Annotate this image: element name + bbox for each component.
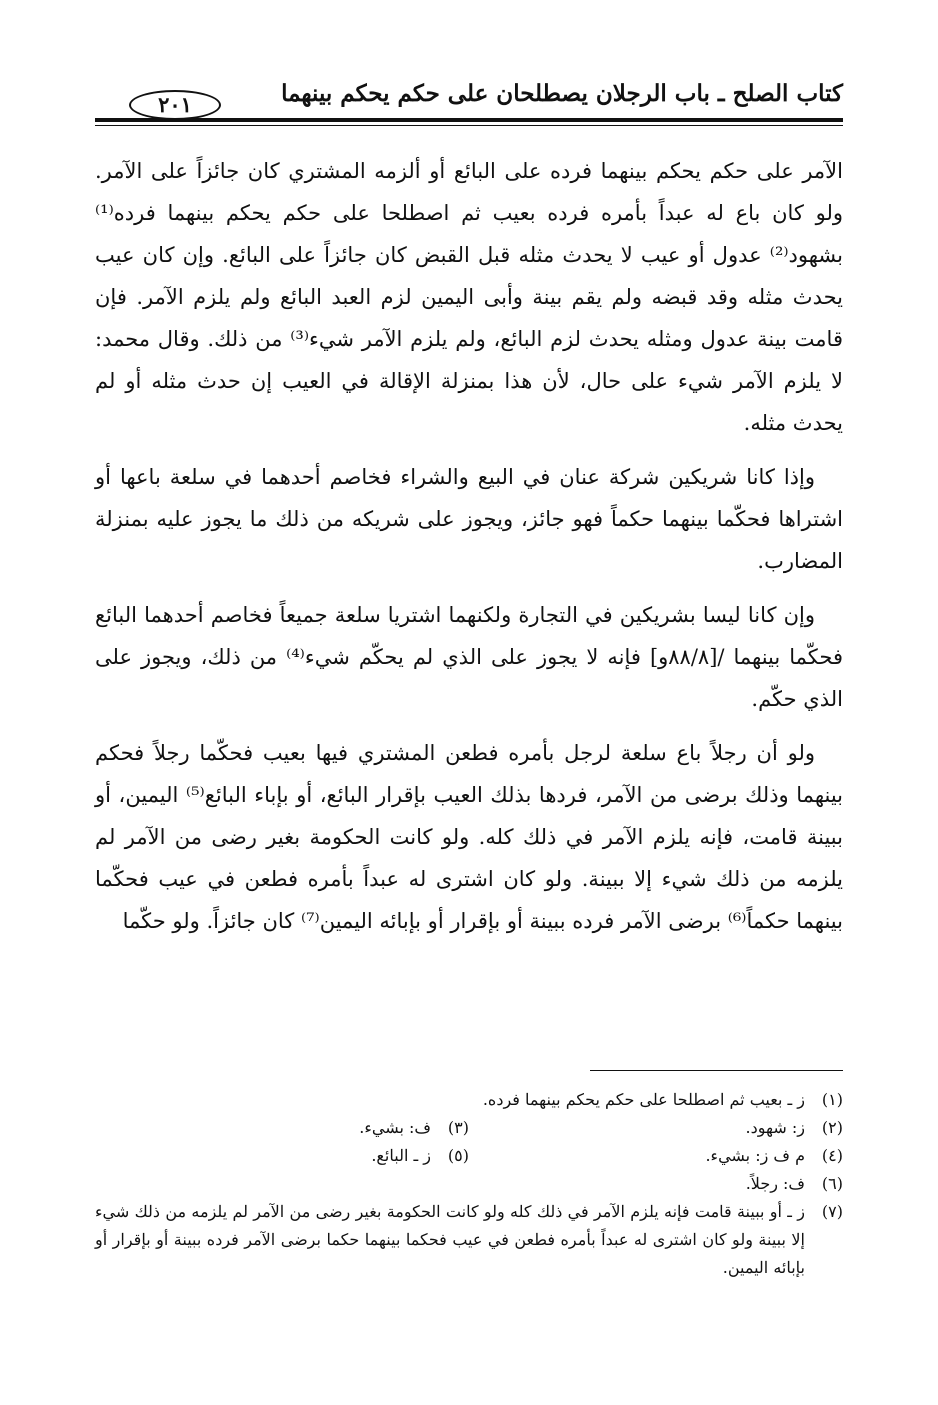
footnote-7 bbox=[95, 1198, 843, 1282]
footnote-text: ز ـ أو ببينة قامت فإنه يلزم الآمر في ذلك كله ولو كانت الحكومة بغير رضى من الآمر لم يلزمه من ذلك شيء إلا ببينة ولو كان اشترى له عبداً بأمره فطعن في عيب فحكما بينهما حكما برضى الآمر فرده ببينة أو بإقرار أو بإبائه اليمين. bbox=[95, 1202, 806, 1277]
footnote-row bbox=[95, 1170, 843, 1198]
footnote-number: (٢) bbox=[821, 1118, 843, 1137]
footnote-number: (٤) bbox=[821, 1146, 843, 1165]
footnote-2 bbox=[469, 1114, 843, 1142]
footnote-number: (٥) bbox=[447, 1146, 469, 1165]
footnote-row bbox=[95, 1142, 843, 1170]
footnote-number: (١) bbox=[821, 1090, 843, 1109]
footnote-number: (٧) bbox=[821, 1202, 843, 1221]
paragraph-2: وإذا كانا شريكين شركة عنان في البيع والشراء فخاصم أحدهما في سلعة باعها أو اشتراها فحكّما بينهما حكماً فهو جائز، ويجوز على شريكه من ذلك ما يجوز عليه بمنزلة المضارب. bbox=[95, 465, 843, 573]
main-text bbox=[95, 150, 843, 954]
footnote-text: ف: رجلاً. bbox=[745, 1174, 805, 1193]
paragraph-1: الآمر على حكم يحكم بينهما فرده على البائع أو ألزمه المشتري كان جائزاً على الآمر. ولو كان باع له عبداً بأمره فرده بعيب ثم اصطلحا على حكم يحكم بينهما فرده⁽¹⁾ بشهود⁽²⁾ عدول أو عيب لا يحدث مثله قبل القبض كان جائزاً على البائع. وإن كان عيب يحدث مثله وقد قبضه ولم يقم بينة وأبى اليمين لزم العبد البائع ولم يلزم الآمر. فإن قامت بينة عدول ومثله يحدث لزم البائع، ولم يلزم الآمر شيء⁽³⁾ من ذلك. وقال محمد: لا يلزم الآمر شيء على حال، لأن هذا بمنزلة الإقالة في العيب إن حدث مثله أو لم يحدث مثله. bbox=[95, 159, 843, 435]
footnote-row bbox=[95, 1114, 843, 1142]
footnote-separator bbox=[590, 1070, 843, 1071]
footnote-3 bbox=[95, 1114, 469, 1142]
footnote-row bbox=[95, 1086, 843, 1114]
page-number: ٢٠١ bbox=[129, 90, 221, 120]
header-rule-thick bbox=[95, 118, 843, 122]
footnote-6 bbox=[95, 1170, 843, 1198]
header-rule-thin bbox=[95, 125, 843, 126]
running-title: كتاب الصلح ـ باب الرجلان يصطلحان على حكم يحكم بينهما bbox=[281, 80, 843, 107]
footnotes bbox=[95, 1086, 843, 1282]
footnote-text: ز ـ بعيب ثم اصطلحا على حكم يحكم بينهما فرده. bbox=[482, 1090, 805, 1109]
footnote-text: ز: شهود. bbox=[745, 1118, 805, 1137]
footnote-4 bbox=[469, 1142, 843, 1170]
footnote-5 bbox=[95, 1142, 469, 1170]
footnote-number: (٦) bbox=[821, 1174, 843, 1193]
footnote-text: ز ـ البائع. bbox=[371, 1146, 431, 1165]
footnote-text: م ف ز: بشيء. bbox=[705, 1146, 805, 1165]
footnote-text: ف: بشيء. bbox=[359, 1118, 431, 1137]
footnote-1 bbox=[95, 1086, 843, 1114]
page-header bbox=[95, 78, 843, 128]
footnote-row bbox=[95, 1198, 843, 1282]
paragraph-4: ولو أن رجلاً باع سلعة لرجل بأمره فطعن المشتري فيها بعيب فحكّما رجلاً فحكم بينهما وذلك برضى من الآمر، فردها بذلك العيب بإقرار البائع، أو بإباء البائع⁽⁵⁾ اليمين، أو ببينة قامت، فإنه يلزم الآمر في ذلك كله. ولو كانت الحكومة بغير رضى من الآمر لم يلزمه من ذلك شيء إلا ببينة. ولو كان اشترى له عبداً بأمره فطعن في عيب فحكّما بينهما حكماً⁽⁶⁾ برضى الآمر فرده ببينة أو بإقرار أو بإبائه اليمين⁽⁷⁾ كان جائزاً. ولو حكّما bbox=[95, 741, 844, 933]
paragraph-3: وإن كانا ليسا بشريكين في التجارة ولكنهما اشتريا سلعة جميعاً فخاصم أحدهما البائع فحكّما بينهما /[٨٨/٨و] فإنه لا يجوز على الذي لم يحكّم شيء⁽⁴⁾ من ذلك، ويجوز على الذي حكّم. bbox=[95, 603, 843, 711]
footnote-number: (٣) bbox=[447, 1118, 469, 1137]
